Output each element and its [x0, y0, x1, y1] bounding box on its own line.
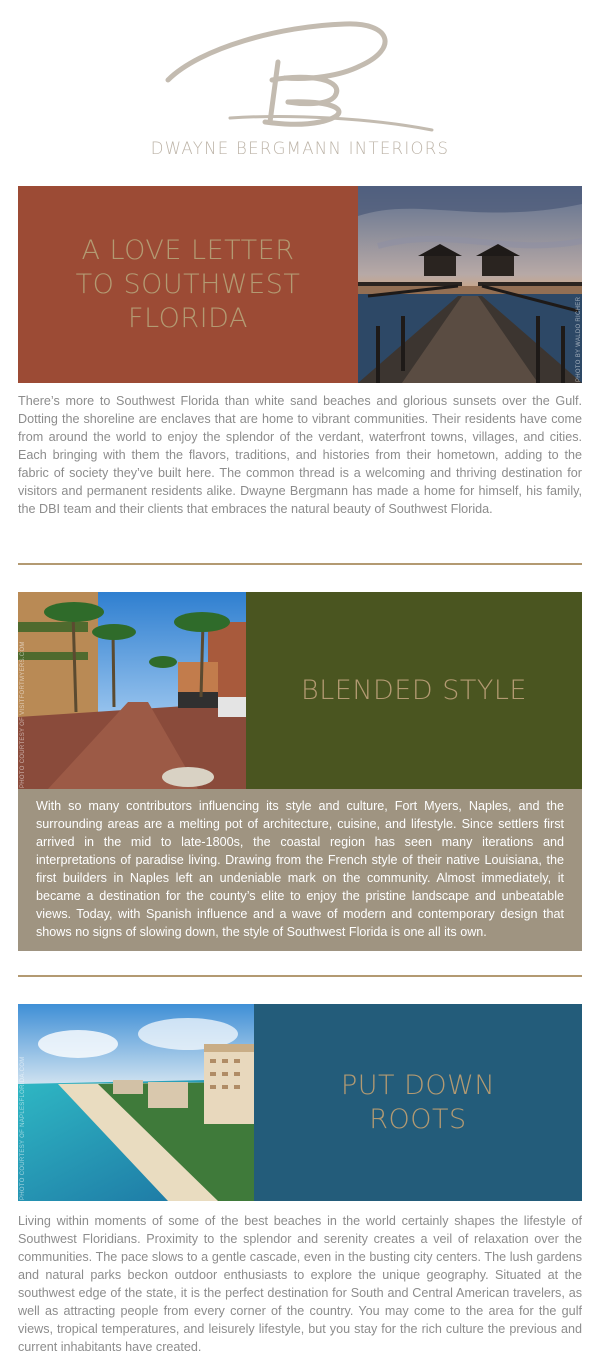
section-heading: BLENDED STYLE	[301, 674, 527, 706]
beach-aerial-photo	[18, 1004, 254, 1201]
pier-sunset-photo	[358, 186, 582, 383]
section-divider	[18, 975, 582, 977]
photo-credit: PHOTO COURTESY OF NAPLESFLORIDA.COM	[20, 1056, 26, 1200]
heading-block	[246, 592, 582, 789]
section-love-letter	[18, 186, 582, 383]
section-paragraph: There’s more to Southwest Florida than white sand beaches and glorious sunsets over the Gulf. Dotting the shoreline are enclaves that are home to vibrant communities. Their residents have come from around the world to enjoy the splendor of the verdant, waterfront towns, villages, and cities. Each bringing with them the flavors, traditions, and histories from their hometown, adding to the fabric of society they’ve built here. The common thread is a welcoming and thriving destination for visitors and permanent residents alike. Dwayne Bergmann has made a home for himself, his family, the DBI team and their clients that embraces the natural beauty of Southwest Florida.	[18, 394, 582, 516]
heading-block	[254, 1004, 582, 1201]
brand-logo[interactable]	[0, 0, 600, 175]
photo-credit: PHOTO BY WALDO RICHER	[576, 296, 582, 382]
section-put-down-roots	[18, 1004, 582, 1201]
section-paragraph: With so many contributors influencing its style and culture, Fort Myers, Naples, and the surrounding areas are a melting pot of architecture, cuisine, and lifestyle. Since settlers first arrived in the mid to late-1800s, the coastal region has seen many iterations and interpretations of paradise living. Drawing from the French style of their native Louisiana, the first builders in Naples left an undeniable mark on the community. Almost immediately, it became a destination for the county’s elite to enjoy the pristine landscape and unbeatable views. Today, with Spanish influence and a wave of modern and contemporary design that shows no signs of slowing down, the style of Southwest Florida is one all its own.	[18, 789, 582, 951]
section-heading: PUT DOWN ROOTS	[340, 1069, 496, 1135]
section-blended-style	[18, 592, 582, 789]
section-paragraph: Living within moments of some of the best beaches in the world certainly shapes the lifestyle of Southwest Floridians. Proximity to the splendor and serenity creates a veil of relaxation over the communities. The pace slows to a gentle cascade, even in the busting city centers. The lush gardens and natural parks beckon outdoor enthusiasts to explore the unique geography. Situated at the southwest edge of the state, it is the perfect destination for South and Central American travelers, as well as attracting people from every corner of the country. You may come to the area for the gulf views, tropical temperatures, and leisurely lifestyle, but you stay for the rich culture the previous and current inhabitants have created.	[18, 1214, 582, 1354]
section-heading: A LOVE LETTER TO SOUTHWEST FLORIDA	[75, 234, 301, 334]
photo-credit: PHOTO COURTESY OF VISITFORTMYERS.COM	[20, 641, 26, 788]
heading-block	[18, 186, 358, 383]
brand-name: DWAYNE BERGMANN INTERIORS	[150, 139, 450, 158]
section-divider	[18, 563, 582, 565]
monogram-icon	[160, 18, 440, 133]
street-palms-photo	[18, 592, 246, 789]
